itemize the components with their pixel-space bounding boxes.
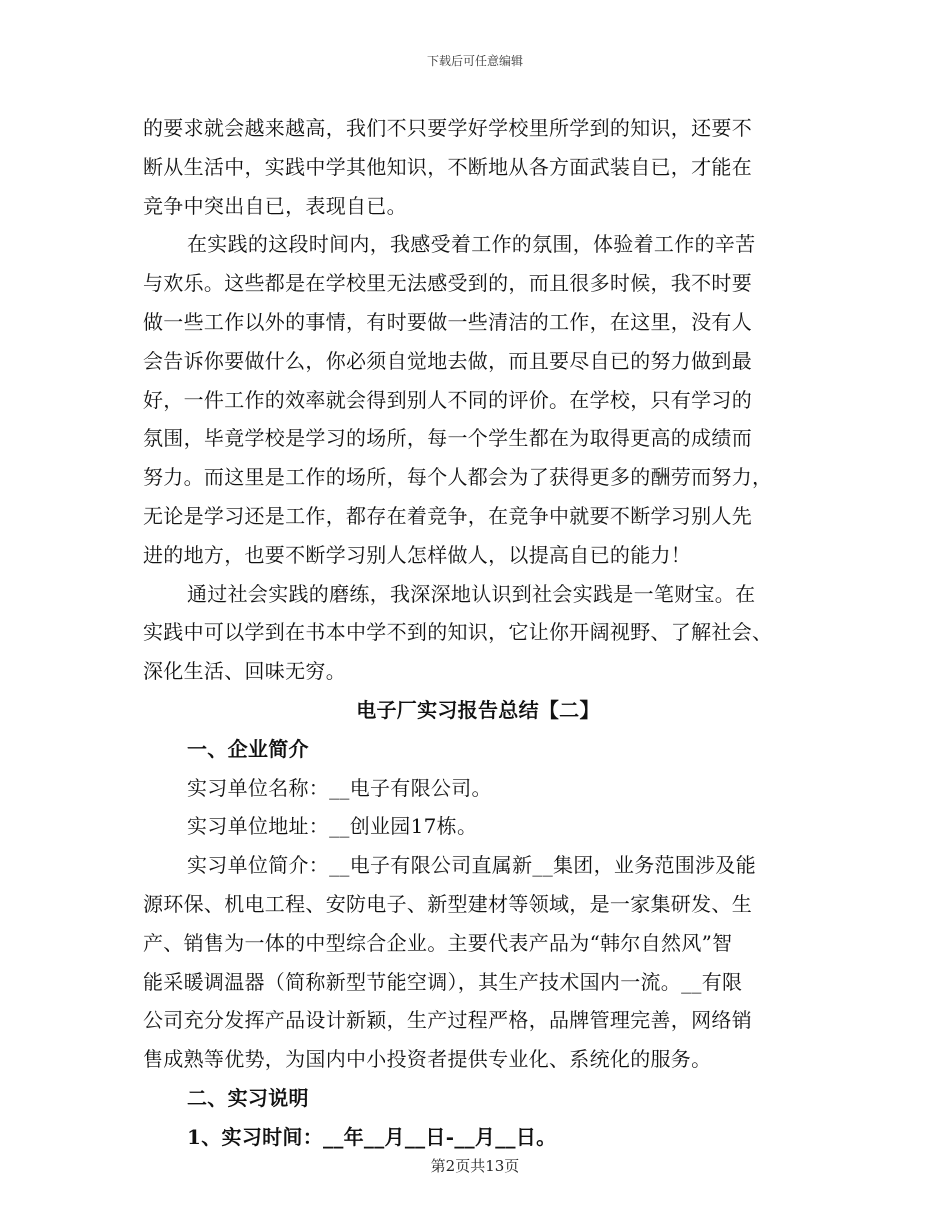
text-line: 售成熟等优势，为国内中小投资者提供专业化、系统化的服务。	[143, 1047, 712, 1072]
text-line: 与欢乐。这些都是在学校里无法感受到的，而且很多时候，我不时要	[143, 271, 752, 296]
text-line: 能采暖调温器（简称新型节能空调），其生产技术国内一流。__有限	[143, 969, 743, 994]
text-line: 做一些工作以外的事情，有时要做一些清洁的工作，在这里，没有人	[143, 309, 752, 334]
page-number: 第2页共13页	[430, 1157, 520, 1175]
company-name-line: 实习单位名称：__电子有限公司。	[187, 775, 492, 800]
text-line: 氛围，毕竟学校是学习的场所，每一个学生都在为取得更高的成绩而	[143, 426, 752, 451]
company-intro-line: 实习单位简介：__电子有限公司直属新__集团，业务范围涉及能	[187, 853, 756, 878]
heading-company-profile: 一、企业简介	[187, 736, 309, 761]
text-line: 会告诉你要做什么，你必须自觉地去做，而且要尽自已的努力做到最	[143, 348, 752, 373]
section-title: 电子厂实习报告总结【二】	[356, 697, 600, 722]
text-line: 竞争中突出自已，表现自已。	[143, 193, 407, 218]
text-line: 的要求就会越来越高，我们不只要学好学校里所学到的知识，还要不	[143, 116, 752, 140]
text-line: 努力。而这里是工作的场所，每个人都会为了获得更多的酬劳而努力，	[143, 465, 773, 490]
company-address-line: 实习单位地址：__创业园17栋。	[187, 814, 478, 839]
text-line: 断从生活中，实践中学其他知识，不断地从各方面武装自已，才能在	[143, 154, 752, 179]
paragraph-start-line: 通过社会实践的磨练，我深深地认识到社会实践是一笔财宝。在	[187, 581, 756, 606]
text-line: 实践中可以学到在书本中学不到的知识，它让你开阔视野、了解社会、	[143, 620, 773, 645]
text-line: 公司充分发挥产品设计新颖，生产过程严格，品牌管理完善，网络销	[143, 1008, 752, 1033]
text-line: 进的地方，也要不断学习别人怎样做人，以提高自已的能力！	[143, 542, 692, 567]
text-line: 源环保、机电工程、安防电子、新型建材等领域，是一家集研发、生	[143, 891, 752, 916]
document-body	[143, 109, 813, 1157]
text-line: 深化生活、回味无穷。	[143, 659, 346, 684]
text-line: 好，一件工作的效率就会得到别人不同的评价。在学校，只有学习的	[143, 387, 752, 412]
paragraph-start-line: 在实践的这段时间内，我感受着工作的氛围，体验着工作的辛苦	[187, 232, 756, 257]
text-line: 产、销售为一体的中型综合企业。主要代表产品为“韩尔自然风”智	[143, 930, 733, 955]
internship-time-line: 1、实习时间：__年__月__日-__月__日。	[187, 1124, 557, 1149]
text-line: 无论是学习还是工作，都存在着竞争，在竞争中就要不断学习别人先	[143, 503, 752, 528]
page-header-note: 下载后可任意编辑	[426, 54, 523, 68]
heading-internship-notes: 二、实习说明	[187, 1085, 309, 1110]
